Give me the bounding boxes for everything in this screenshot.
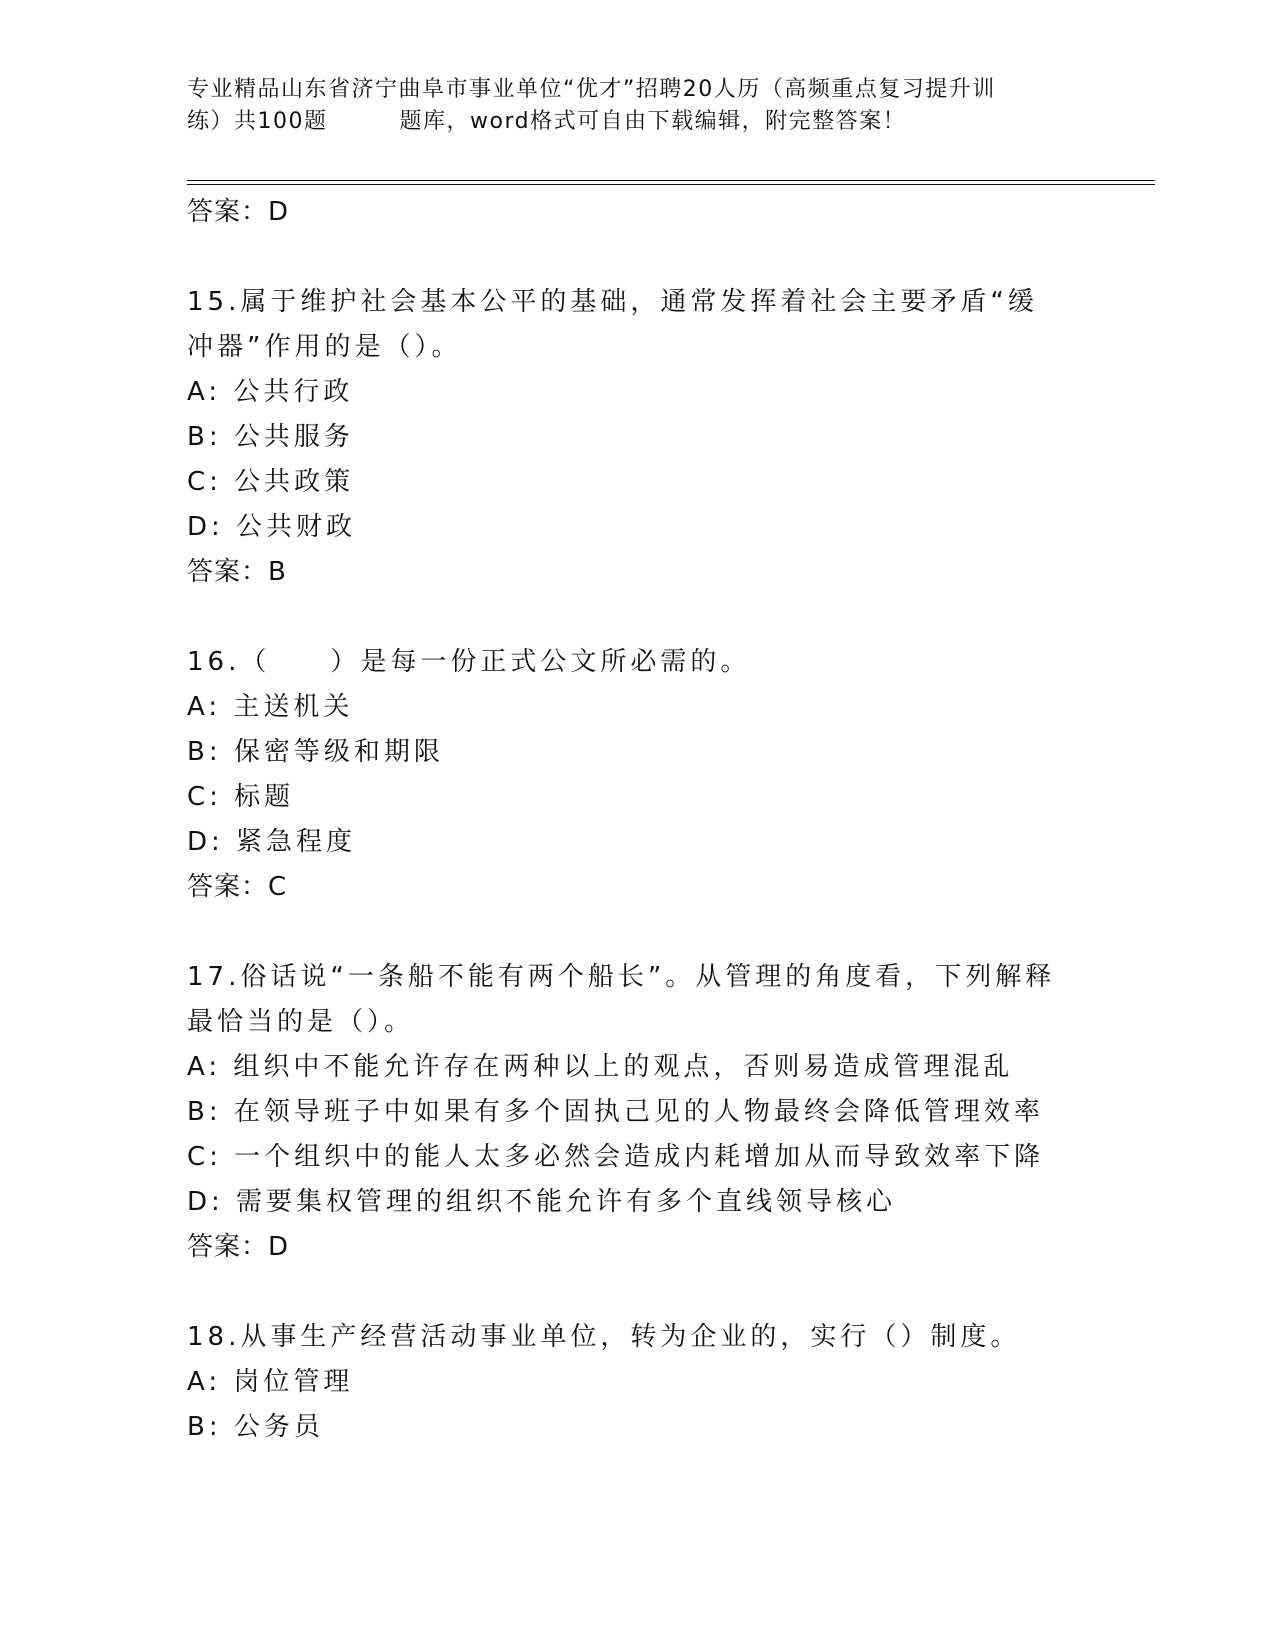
question-16 [187, 640, 1155, 909]
answer: 答案：C [187, 872, 288, 902]
option-c: C: 标题 [187, 782, 295, 812]
question-stem: 17.俗话说“一条船不能有两个船长”。从管理的角度看，下列解释最恰当的是（）。 [187, 962, 1056, 1037]
question-stem: 15.属于维护社会基本公平的基础，通常发挥着社会主要矛盾“缓冲器”作用的是（）。 [187, 287, 1038, 362]
question-17 [187, 955, 1155, 1269]
option-a: A: 组织中不能允许存在两种以上的观点，否则易造成管理混乱 [187, 1052, 1014, 1082]
option-d: D: 紧急程度 [187, 827, 357, 857]
option-a: A: 公共行政 [187, 377, 354, 407]
option-b: B: 在领导班子中如果有多个固执己见的人物最终会降低管理效率 [187, 1097, 1044, 1127]
question-stem: 18.从事生产经营活动事业单位，转为企业的，实行（）制度。 [187, 1322, 1021, 1352]
header-line-1: 专业精品山东省济宁曲阜市事业单位“优才”招聘20人历（高频重点复习提升训 [187, 77, 996, 102]
option-b: B: 公共服务 [187, 422, 354, 452]
option-c: C: 公共政策 [187, 467, 355, 497]
header-line-2-part-1: 练）共100题 [187, 109, 328, 134]
option-d: D: 公共财政 [187, 512, 357, 542]
header-rule-bottom [187, 184, 1155, 185]
answer-previous: 答案：D [187, 197, 290, 227]
answer: 答案：B [187, 557, 287, 587]
header-line-2-part-2: 题库，word格式可自由下载编辑，附完整答案！ [399, 109, 907, 134]
option-a: A: 岗位管理 [187, 1367, 354, 1397]
option-b: B: 保密等级和期限 [187, 737, 444, 767]
option-d: D: 需要集权管理的组织不能允许有多个直线领导核心 [187, 1187, 897, 1217]
header-rule-top [187, 180, 1155, 181]
document-content [187, 190, 1155, 1450]
question-stem: 16.（ ）是每一份正式公文所必需的。 [187, 647, 751, 677]
answer: 答案：D [187, 1232, 290, 1262]
header-line-2 [187, 106, 1067, 138]
page-header [187, 74, 1067, 138]
question-18 [187, 1315, 1155, 1450]
option-b: B: 公务员 [187, 1412, 324, 1442]
question-15 [187, 280, 1155, 594]
option-a: A: 主送机关 [187, 692, 354, 722]
option-c: C: 一个组织中的能人太多必然会造成内耗增加从而导致效率下降 [187, 1142, 1045, 1172]
